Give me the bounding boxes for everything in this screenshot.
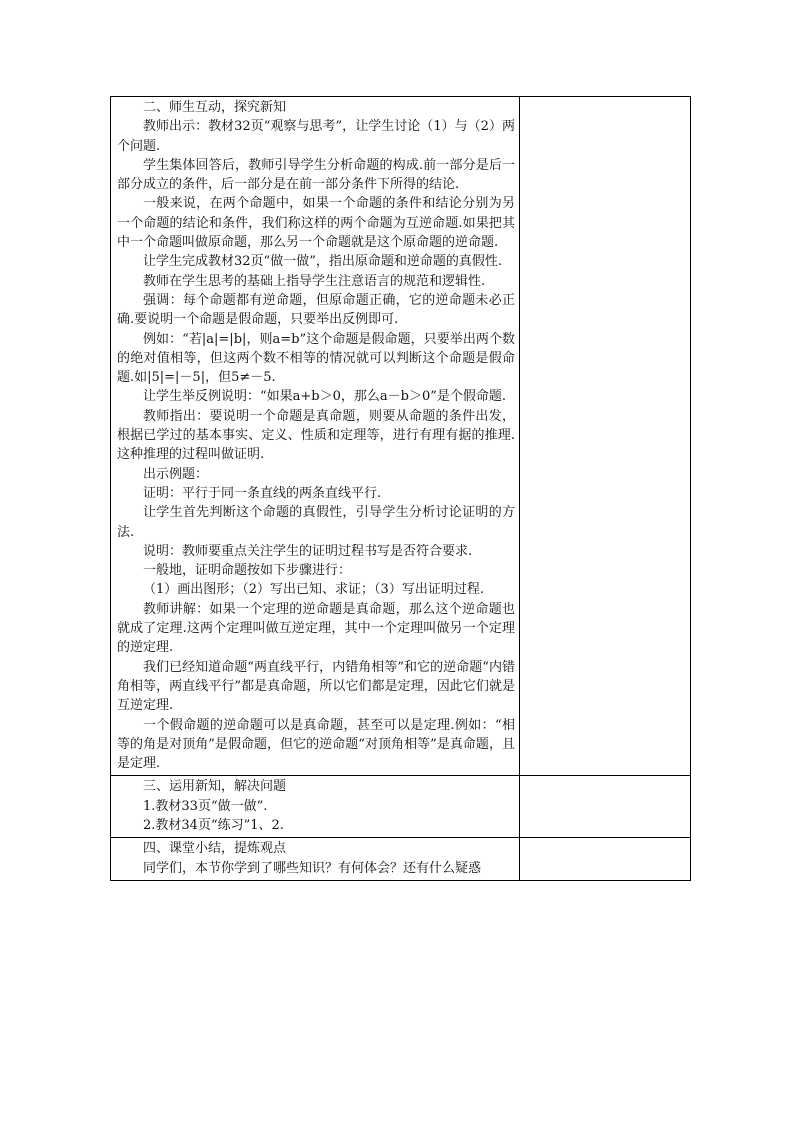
table-row	[111, 776, 691, 838]
paragraph: 教师指出：要说明一个命题是真命题，则要从命题的条件出发，根据已学过的基本事实、定义、性质和定理等，进行有理有据的推理.这种推理的过程叫做证明.	[117, 408, 515, 463]
paragraph: 出示例题：	[143, 466, 209, 482]
paragraph: 让学生完成教材32页“做一做”，指出原命题和逆命题的真假性.	[143, 254, 502, 270]
lesson-plan-table	[110, 96, 691, 881]
table-row	[111, 838, 691, 881]
table-row	[111, 97, 691, 776]
section-heading: 三、运用新知，解决问题	[143, 779, 287, 795]
paragraph: 让学生举反例说明：“如果a+b＞0，那么a－b＞0”是个假命题.	[143, 389, 507, 405]
paragraph: 我们已经知道命题“两直线平行，内错角相等”和它的逆命题“内错角相等，两直线平行”都是真命题，所以它们都是定理，因此它们就是互逆定理.	[117, 659, 515, 714]
paragraph: 一般来说，在两个命题中，如果一个命题的条件和结论分别为另一个命题的结论和条件，我们称这样的两个命题为互逆命题.如果把其中一个命题叫做原命题，那么另一个命题就是这个原命题的逆命题.	[117, 196, 515, 251]
paragraph: 教师讲解：如果一个定理的逆命题是真命题，那么这个逆命题也就成了定理.这两个定理叫做互逆定理，其中一个定理叫做另一个定理的逆定理.	[117, 601, 515, 656]
paragraph: 2.教材34页“练习”1、2.	[143, 817, 284, 833]
paragraph: 一般地，证明命题按如下步骤进行：	[143, 563, 352, 579]
notes-cell	[520, 776, 691, 838]
paragraph: 例如：“若|a|=|b|，则a=b”这个命题是假命题，只要举出两个数的绝对值相等，但这两个数不相等的情况就可以判断这个命题是假命题.如|5|=|－5|，但5≠－5.	[117, 331, 515, 386]
section-heading: 四、课堂小结，提炼观点	[143, 841, 287, 857]
paragraph: 教师在学生思考的基础上指导学生注意语言的规范和逻辑性.	[143, 273, 486, 289]
paragraph: 强调：每个命题都有逆命题，但原命题正确，它的逆命题未必正确.要说明一个命题是假命题，只要举出反例即可.	[117, 292, 515, 328]
section-three-cell	[111, 776, 520, 838]
section-heading: 二、师生互动，探究新知	[143, 100, 287, 115]
paragraph: 同学们，本节你学到了哪些知识？有何体会？还有什么疑惑	[143, 860, 482, 876]
paragraph: 1.教材33页“做一做”.	[143, 798, 268, 814]
notes-cell	[520, 97, 691, 776]
notes-cell	[520, 838, 691, 881]
paragraph: 学生集体回答后，教师引导学生分析命题的构成.前一部分是后一部分成立的条件，后一部分是在前一部分条件下所得的结论.	[117, 157, 515, 193]
paragraph: （1）画出图形；（2）写出已知、求证；（3）写出证明过程.	[143, 582, 484, 598]
section-four-cell	[111, 838, 520, 881]
paragraph: 让学生首先判断这个命题的真假性，引导学生分析讨论证明的方法.	[117, 505, 515, 540]
paragraph: 说明：教师要重点关注学生的证明过程书写是否符合要求.	[143, 543, 473, 559]
paragraph: 教师出示：教材32页“观察与思考”，让学生讨论（1）与（2）两个问题.	[117, 119, 515, 154]
paragraph: 一个假命题的逆命题可以是真命题，甚至可以是定理.例如：“相等的角是对顶角”是假命题，但它的逆命题“对顶角相等”是真命题，且是定理.	[117, 717, 515, 772]
paragraph: 证明：平行于同一条直线的两条直线平行.	[143, 485, 382, 501]
section-two-cell	[111, 97, 520, 776]
